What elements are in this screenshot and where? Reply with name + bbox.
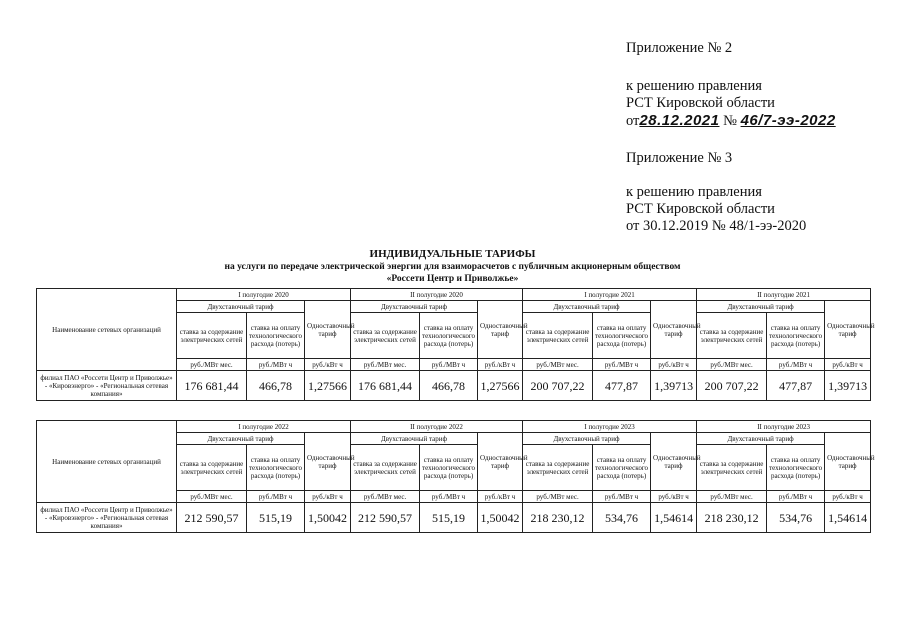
appendix2-date-line [626, 112, 836, 130]
table1-period-1: I полугодие 2020 [177, 289, 351, 301]
maint-rate-header: ставка за содержание электрических сетей [351, 313, 420, 359]
appendix3-line1: к решению правления [626, 184, 762, 200]
single-rate-header: Одноставочный тариф [305, 301, 351, 359]
unit-loss: руб./МВт ч [247, 491, 305, 503]
maint-rate-header: ставка за содержание электрических сетей [697, 313, 767, 359]
unit-loss: руб./МВт ч [247, 359, 305, 371]
single-rate-header: Одноставочный тариф [825, 433, 871, 491]
table2-period-4: II полугодие 2023 [697, 421, 871, 433]
table1-period-3: I полугодие 2021 [523, 289, 697, 301]
appendix3-title: Приложение № 3 [626, 150, 733, 166]
two-part-header: Двухставочный тариф [697, 433, 825, 445]
value-cell: 477,87 [593, 371, 651, 401]
table1-period-row [37, 289, 871, 301]
unit-loss: руб./МВт ч [593, 491, 651, 503]
value-cell: 1,54614 [651, 503, 697, 533]
tariff-table-1 [36, 288, 875, 401]
table1-period-2: II полугодие 2020 [351, 289, 523, 301]
value-cell: 534,76 [767, 503, 825, 533]
value-cell: 1,50042 [305, 503, 351, 533]
doc-subtitle: на услуги по передаче электрической энергии для взаиморасчетов с публичным акционерным обществом [224, 262, 681, 272]
value-cell: 1,39713 [651, 371, 697, 401]
table-row [37, 503, 871, 533]
loss-rate-header: ставка на оплату технологического расхода (потерь) [593, 445, 651, 491]
maint-rate-header: ставка за содержание электрических сетей [177, 313, 247, 359]
single-rate-header: Одноставочный тариф [478, 433, 523, 491]
value-cell: 1,54614 [825, 503, 871, 533]
value-cell: 176 681,44 [177, 371, 247, 401]
value-cell: 477,87 [767, 371, 825, 401]
unit-maint: руб./МВт мес. [523, 359, 593, 371]
unit-maint: руб./МВт мес. [177, 359, 247, 371]
two-part-header: Двухставочный тариф [351, 433, 478, 445]
value-cell: 515,19 [420, 503, 478, 533]
two-part-header: Двухставочный тариф [523, 433, 651, 445]
appendix3-line2: РСТ Кировской области [626, 201, 775, 217]
value-cell: 1,50042 [478, 503, 523, 533]
unit-single: руб./кВт ч [825, 491, 871, 503]
unit-loss: руб./МВт ч [767, 491, 825, 503]
value-cell: 466,78 [420, 371, 478, 401]
value-cell: 515,19 [247, 503, 305, 533]
unit-single: руб./кВт ч [651, 359, 697, 371]
table2-period-1: I полугодие 2022 [177, 421, 351, 433]
two-part-header: Двухставочный тариф [523, 301, 651, 313]
unit-single: руб./кВт ч [651, 491, 697, 503]
loss-rate-header: ставка на оплату технологического расхода (потерь) [247, 445, 305, 491]
loss-rate-header: ставка на оплату технологического расхода (потерь) [247, 313, 305, 359]
appendix2-date-handwritten: 28.12.2021 [639, 112, 720, 129]
unit-maint: руб./МВт мес. [697, 491, 767, 503]
value-cell: 1,27566 [305, 371, 351, 401]
maint-rate-header: ставка за содержание электрических сетей [697, 445, 767, 491]
unit-loss: руб./МВт ч [593, 359, 651, 371]
table2-period-3: I полугодие 2023 [523, 421, 697, 433]
unit-maint: руб./МВт мес. [177, 491, 247, 503]
org-name: филиал ПАО «Россети Центр и Приволжье» - «Кировэнерго» - «Региональная сетевая компания» [37, 503, 177, 533]
unit-single: руб./кВт ч [305, 359, 351, 371]
single-rate-header: Одноставочный тариф [305, 433, 351, 491]
value-cell: 212 590,57 [351, 503, 420, 533]
table1-period-4: II полугодие 2021 [697, 289, 871, 301]
maint-rate-header: ставка за содержание электрических сетей [351, 445, 420, 491]
appendix2-date-prefix: от [626, 113, 640, 129]
maint-rate-header: ставка за содержание электрических сетей [523, 313, 593, 359]
value-cell: 218 230,12 [523, 503, 593, 533]
table2-period-row [37, 421, 871, 433]
table-row [37, 371, 871, 401]
doc-subtitle-org: «Россети Центр и Приволжье» [386, 274, 519, 284]
unit-single: руб./кВт ч [825, 359, 871, 371]
value-cell: 218 230,12 [697, 503, 767, 533]
maint-rate-header: ставка за содержание электрических сетей [177, 445, 247, 491]
two-part-header: Двухставочный тариф [177, 433, 305, 445]
single-rate-header: Одноставочный тариф [651, 433, 697, 491]
unit-single: руб./кВт ч [478, 491, 523, 503]
value-cell: 200 707,22 [523, 371, 593, 401]
appendix2-num-handwritten: 46/7-ээ-2022 [740, 112, 836, 129]
value-cell: 1,39713 [825, 371, 871, 401]
unit-maint: руб./МВт мес. [523, 491, 593, 503]
loss-rate-header: ставка на оплату технологического расхода (потерь) [420, 313, 478, 359]
unit-maint: руб./МВт мес. [351, 491, 420, 503]
table2-period-2: II полугодие 2022 [351, 421, 523, 433]
loss-rate-header: ставка на оплату технологического расхода (потерь) [767, 313, 825, 359]
value-cell: 534,76 [593, 503, 651, 533]
value-cell: 212 590,57 [177, 503, 247, 533]
maint-rate-header: ставка за содержание электрических сетей [523, 445, 593, 491]
org-col-header: Наименование сетевых организаций [37, 421, 177, 503]
unit-loss: руб./МВт ч [767, 359, 825, 371]
single-rate-header: Одноставочный тариф [651, 301, 697, 359]
org-name: филиал ПАО «Россети Центр и Приволжье» - «Кировэнерго» - «Региональная сетевая компания» [37, 371, 177, 401]
two-part-header: Двухставочный тариф [351, 301, 478, 313]
loss-rate-header: ставка на оплату технологического расхода (потерь) [767, 445, 825, 491]
single-rate-header: Одноставочный тариф [478, 301, 523, 359]
appendix3-line3: от 30.12.2019 № 48/1-ээ-2020 [626, 218, 807, 234]
unit-single: руб./кВт ч [478, 359, 523, 371]
org-col-header: Наименование сетевых организаций [37, 289, 177, 371]
unit-loss: руб./МВт ч [420, 491, 478, 503]
two-part-header: Двухставочный тариф [697, 301, 825, 313]
value-cell: 1,27566 [478, 371, 523, 401]
tariff-table-2 [36, 420, 875, 533]
value-cell: 176 681,44 [351, 371, 420, 401]
appendix2-num-sign: № [723, 113, 737, 129]
value-cell: 200 707,22 [697, 371, 767, 401]
appendix2-line2: РСТ Кировской области [626, 95, 775, 111]
appendix2-line1: к решению правления [626, 78, 762, 94]
unit-maint: руб./МВт мес. [351, 359, 420, 371]
unit-loss: руб./МВт ч [420, 359, 478, 371]
unit-single: руб./кВт ч [305, 491, 351, 503]
unit-maint: руб./МВт мес. [697, 359, 767, 371]
doc-title: ИНДИВИДУАЛЬНЫЕ ТАРИФЫ [369, 248, 536, 260]
appendix2-title: Приложение № 2 [626, 40, 733, 56]
loss-rate-header: ставка на оплату технологического расхода (потерь) [420, 445, 478, 491]
two-part-header: Двухставочный тариф [177, 301, 305, 313]
loss-rate-header: ставка на оплату технологического расхода (потерь) [593, 313, 651, 359]
single-rate-header: Одноставочный тариф [825, 301, 871, 359]
value-cell: 466,78 [247, 371, 305, 401]
